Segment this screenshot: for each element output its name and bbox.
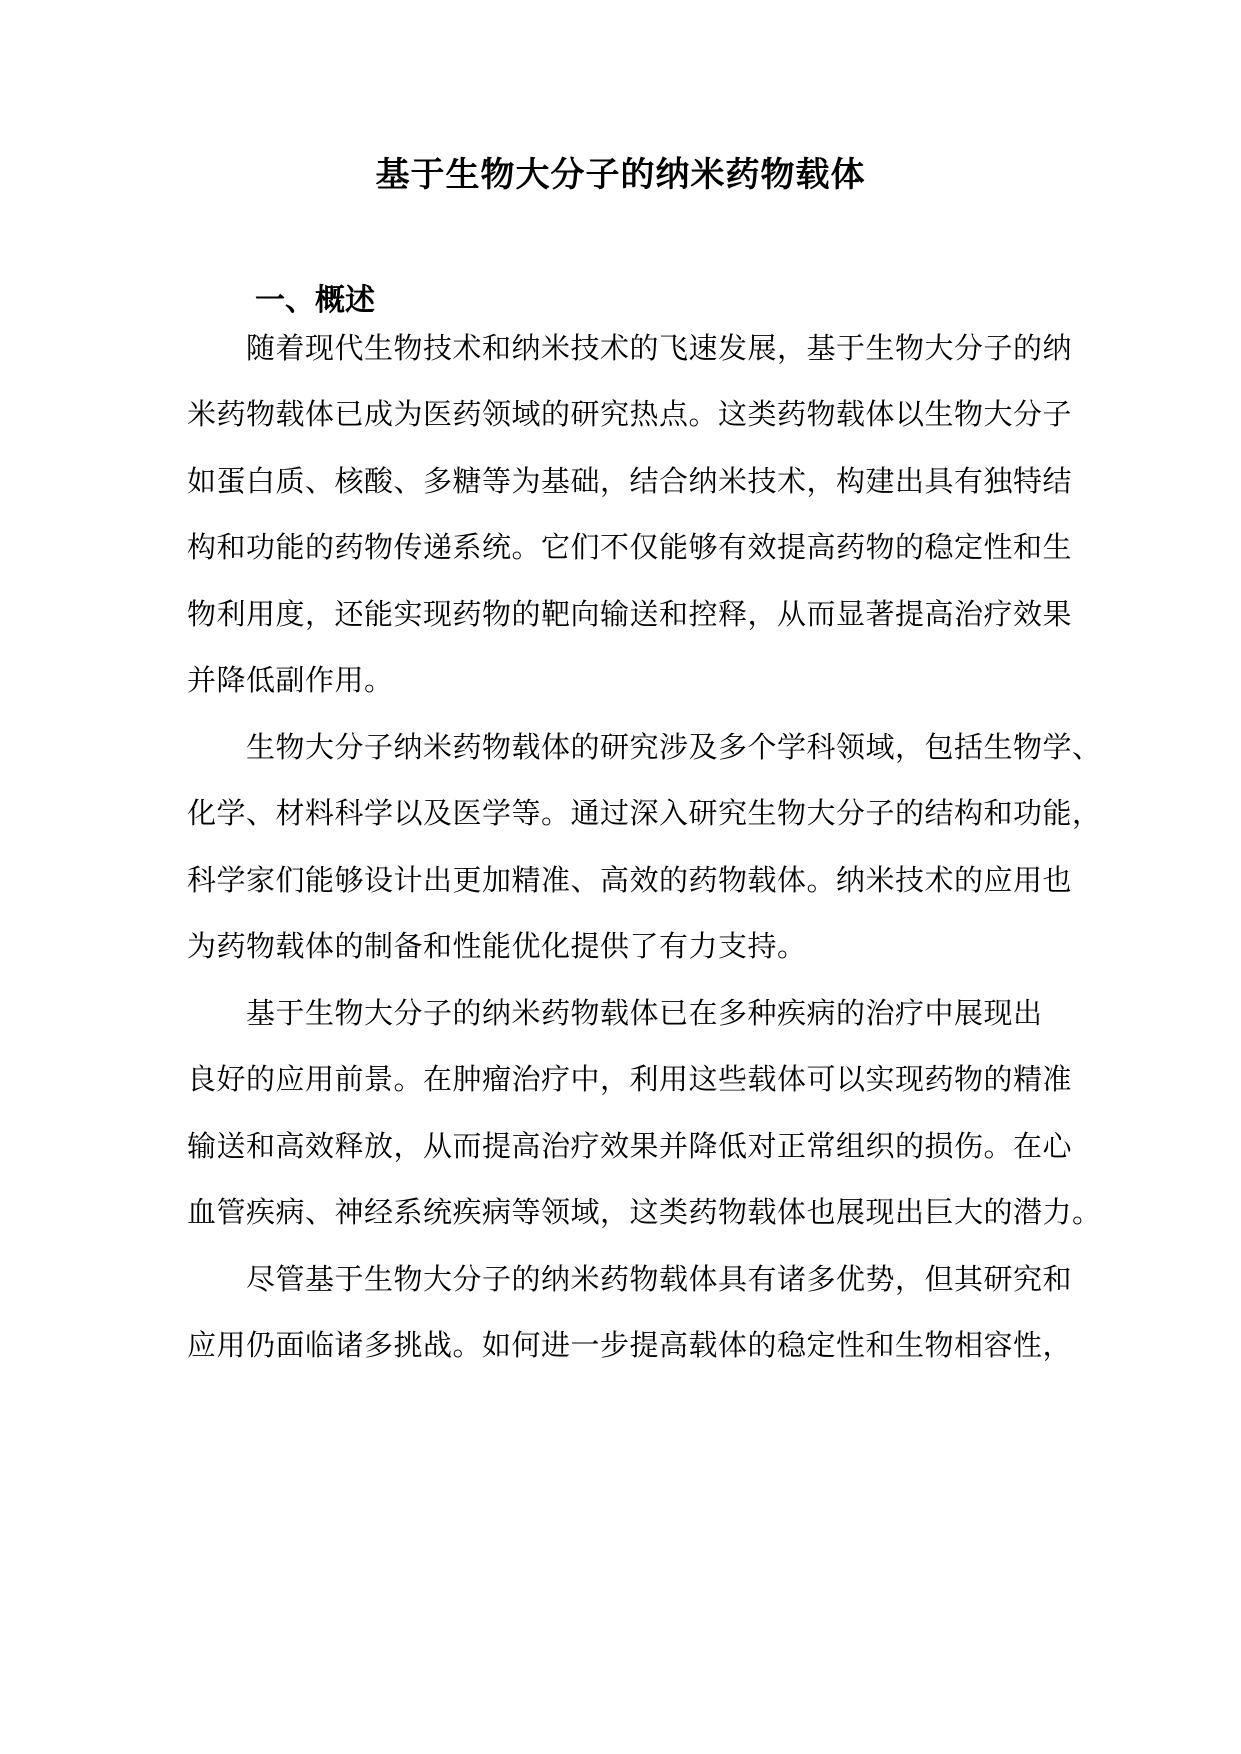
- paragraph-line: 输送和高效释放，从而提高治疗效果并降低对正常组织的损伤。在心: [187, 1129, 1073, 1163]
- document-title: 基于生物大分子的纳米药物载体: [375, 155, 866, 195]
- paragraph-line: 生物大分子纳米药物载体的研究涉及多个学科领域，包括生物学、: [246, 730, 1102, 764]
- paragraph-line: 为药物载体的制备和性能优化提供了有力支持。: [187, 929, 807, 963]
- paragraph-line: 科学家们能够设计出更加精准、高效的药物载体。纳米技术的应用也: [187, 863, 1073, 897]
- paragraph-line: 并降低副作用。: [187, 663, 394, 697]
- paragraph-line: 基于生物大分子的纳米药物载体已在多种疾病的治疗中展现出: [246, 996, 1043, 1030]
- paragraph-line: 良好的应用前景。在肿瘤治疗中，利用这些载体可以实现药物的精准: [187, 1062, 1073, 1096]
- paragraph-line: 米药物载体已成为医药领域的研究热点。这类药物载体以生物大分子: [187, 397, 1073, 431]
- paragraph-line: 尽管基于生物大分子的纳米药物载体具有诸多优势，但其研究和: [246, 1262, 1073, 1296]
- paragraph-line: 化学、材料科学以及医学等。通过深入研究生物大分子的结构和功能，: [187, 796, 1102, 830]
- paragraph-line: 物利用度，还能实现药物的靶向输送和控释，从而显著提高治疗效果: [187, 597, 1073, 631]
- paragraph-line: 应用仍面临诸多挑战。如何进一步提高载体的稳定性和生物相容性，: [187, 1328, 1073, 1362]
- paragraph-line: 血管疾病、神经系统疾病等领域，这类药物载体也展现出巨大的潜力。: [187, 1195, 1102, 1229]
- paragraph-line: 随着现代生物技术和纳米技术的飞速发展，基于生物大分子的纳: [246, 331, 1073, 365]
- section-heading: 一、概述: [255, 283, 375, 318]
- paragraph-line: 构和功能的药物传递系统。它们不仅能够有效提高药物的稳定性和生: [187, 530, 1073, 564]
- paragraph-line: 如蛋白质、核酸、多糖等为基础，结合纳米技术，构建出具有独特结: [187, 464, 1073, 498]
